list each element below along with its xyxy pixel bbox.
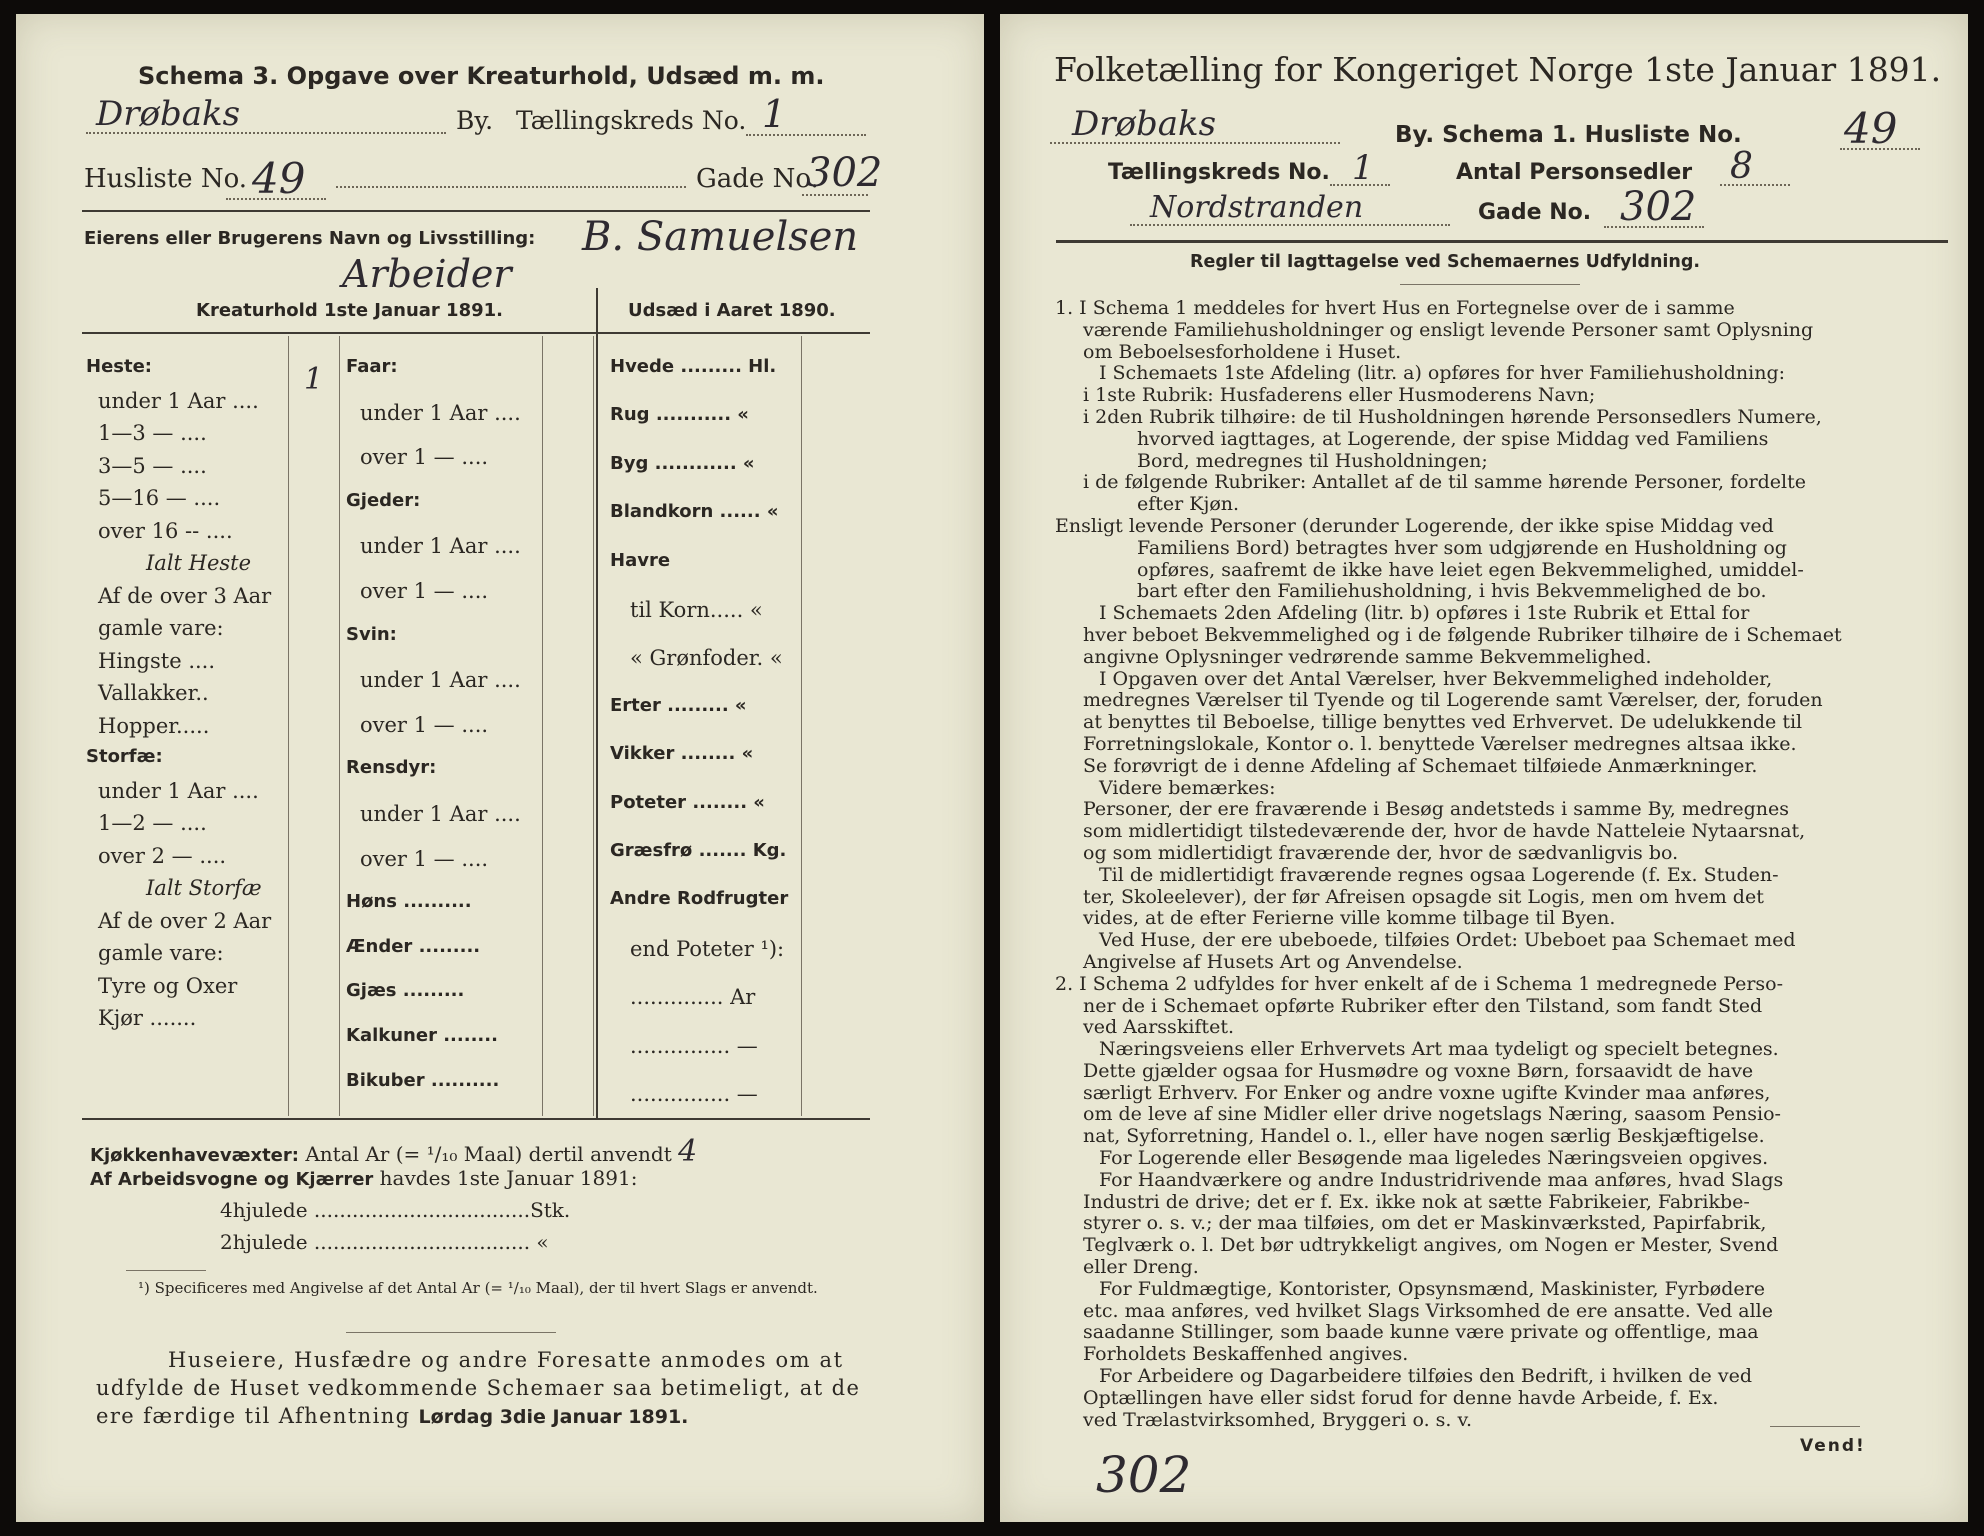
rules-line: at benyttes til Beboelse, tillige benyttes ved Erhvervet. De udelukkende til [1083,711,1803,734]
kjokken-label: Kjøkkenhavevæxter: [90,1145,299,1166]
rules-line: Angivelse af Husets Art og Anvendelse. [1083,950,1463,973]
owner-occupation: Arbeider [342,252,512,296]
rules-line: ved Trælastvirksomhed, Bryggeri o. s. v. [1083,1408,1472,1431]
street-line [1130,224,1450,226]
table-row-label: Tyre og Oxer [98,973,238,998]
table-row-label: Svin: [346,623,397,645]
notice-line-3 [96,1404,688,1428]
rules-line: For Logerende eller Besøgende maa ligeledes Næringsveien opgives. [1099,1147,1769,1170]
table-row-label: gamle vare: [98,616,224,640]
personsedler-value: 8 [1730,146,1753,187]
table-row-label: Ialt Heste [146,551,252,575]
city-line [86,132,446,134]
personsedler-line [1720,184,1790,186]
city-handwritten: Drøbaks [96,94,241,134]
table-row-label: Høns .......... [346,891,472,913]
husliste-label: Husliste No. [84,164,248,194]
table-row-label: Poteter ........ « [610,791,765,813]
kjokken-value: 4 [678,1134,698,1169]
table-row-label: under 1 Aar .... [360,668,521,693]
rules-line: For Haandværkere og andre Industridrivende maa anføres, hvad Slags [1099,1168,1784,1191]
table-row-label: Andre Rodfrugter [610,888,789,910]
vogne-label: Af Arbeidsvogne og Kjærrer [90,1169,374,1190]
kreds-label-right: Tællingskreds No. [1108,160,1330,185]
vogne-line [90,1166,637,1190]
rules-line: Ensligt levende Personer (derunder Logerende, der ikke spise Middag ved [1055,514,1774,537]
gade-value: 302 [806,150,883,196]
rules-line: Forholdets Beskaffenhed angives. [1083,1343,1409,1366]
rules-line: styrer o. s. v.; der maa tilføies, om det er Maskinværksted, Papirfabrik, [1083,1212,1767,1235]
kreds-value-right: 1 [1352,148,1374,188]
rules-line: Personer, der ere fraværende i Besøg andetsteds i samme By, medregnes [1083,798,1789,821]
gade-label: Gade No. [696,164,819,194]
rules-line: Til de midlertidigt fraværende regnes ogsaa Logerende (f. Ex. Studen- [1099,863,1779,886]
table-row-label: 1—2 — .... [98,811,207,835]
by-label: By. [456,106,494,135]
table-row-label: Kalkuner ........ [346,1025,498,1046]
schema3-title: Schema 3. Opgave over Kreaturhold, Udsæd m. m. [138,62,825,90]
table-row-label: Græsfrø ....... Kg. [610,840,787,861]
gade-value-right: 302 [1620,184,1697,230]
table-row-label: over 1 — .... [360,445,489,470]
gade-line [802,194,868,196]
rules-line: Bord, medregnes til Husholdningen; [1137,449,1488,472]
vend-label: Vend! [1800,1436,1866,1456]
udsaed-header: Udsæd i Aaret 1890. [628,300,836,321]
col3-entry-rule [801,336,802,1116]
notice-rule [346,1332,556,1333]
table-row-label: Hvede ......... Hl. [610,356,777,377]
right-header-rule [1056,240,1948,243]
rules-line: Teglværk o. l. Det bør udtrykkeligt angives, om Nogen er Mester, Svend [1083,1234,1779,1257]
rules-line: opføres, saafremt de ikke have leiet egen Bekvemmelighed, umiddel- [1137,558,1804,581]
rules-line: om Beboelsesforholdene i Huset. [1083,340,1402,363]
rules-line: særligt Erhverv. For Enker og andre voxne ugifte Kvinder maa anføres, [1083,1081,1771,1104]
rules-line: Videre bemærkes: [1099,776,1276,799]
rules-line: nat, Syforretning, Handel o. l., eller have nogen særlig Beskjæftigelse. [1083,1125,1765,1148]
footnote: ¹) Specificeres med Angivelse af det Antal Ar (= ¹/₁₀ Maal), der til hvert Slags er anvendt. [138,1279,818,1297]
rules-line: eller Dreng. [1083,1256,1199,1279]
table-row-label: Ialt Storfæ [146,876,262,900]
table-row-label: Af de over 2 Aar [98,908,272,933]
table-row-label: over 1 — .... [360,579,489,603]
rules-title: Regler til Iagttagelse ved Schemaernes Udfyldning. [1190,252,1701,272]
husliste-value-right: 49 [1844,104,1898,153]
rules-line: og som midlertidigt fraværende der, hvor de sædvanligvis bo. [1083,841,1679,864]
census-title: Folketælling for Kongeriget Norge 1ste Januar 1891. [1054,50,1942,89]
rules-line: Ved Huse, der ere ubeboede, tilføies Ordet: Ubeboet paa Schemaet med [1099,929,1796,952]
footnote-rule [126,1270,206,1271]
table-row-label: over 2 — .... [98,843,227,868]
personsedler-label: Antal Personsedler [1456,160,1693,185]
kreds-line-right [1330,184,1390,186]
table-row-label: Bikuber .......... [346,1069,500,1091]
rules-line: saadanne Stillinger, som baade kunne være private og offentlige, maa [1083,1321,1759,1344]
rules-line: hvorved iagttages, at Logerende, der spise Middag ved Familiens [1137,427,1769,450]
table-row-label: Byg ............ « [610,452,755,474]
table-row-label: Gjæs ......... [346,980,465,1002]
table-row-label: Hopper..... [98,713,210,738]
husliste-line-right [1840,148,1920,150]
rules-line: I Opgaven over det Antal Værelser, hver Bekvemmelighed indeholder, [1099,667,1773,690]
rules-line: Industri de drive; det er f. Ex. ikke nok at sætte Fabrikeier, Fabrikbe- [1083,1190,1750,1213]
rules-line: I Schemaets 1ste Afdeling (litr. a) opføres for hver Familiehusholdning: [1099,362,1786,385]
rules-line: i 2den Rubrik tilhøire: de til Husholdningen hørende Personsedlers Numere, [1083,405,1822,428]
col2-entry-rule-a [542,336,543,1116]
table-row-label: Rensdyr: [346,757,437,779]
table-row-label: Gjeder: [346,489,421,511]
notice-date: Lørdag 3die Januar 1891. [418,1406,689,1428]
table-row-label: Havre [610,549,671,571]
hjulede2-line: 2hjulede .................................. « [220,1230,549,1254]
bottom-handwritten-number: 302 [1096,1446,1192,1504]
rules-line: som midlertidigt tilstedeværende der, hvor de havde Natteleie Nytaarsnat, [1083,820,1806,843]
table-row-label: Af de over 3 Aar [98,583,272,608]
notice-line-3-text: ere færdige til Afhentning [96,1404,411,1428]
kreds-label: Tællingskreds No. [516,106,747,135]
header-rule [82,210,870,212]
table-row-label: Kjør ....... [98,1006,197,1030]
rules-line: Familiens Bord) betragtes hver som udgjørende en Husholdning og [1137,536,1787,559]
table-divider [596,288,598,1118]
vend-rule [1770,1426,1860,1427]
left-page-schema-3 [16,14,984,1522]
table-row-label: 1—3 — .... [98,421,207,445]
city-line-right [1050,142,1340,144]
table-row-label: Ænder ......... [346,935,481,957]
rules-line: 1. I Schema 1 meddeles for hvert Hus en Fortegnelse over de i samme [1055,297,1735,319]
rules-text [1055,298,1945,1431]
table-bottom-rule [82,1118,870,1120]
schema1-husliste-label: By. Schema 1. Husliste No. [1395,122,1742,148]
rules-line: i 1ste Rubrik: Husfaderens eller Husmoderens Navn; [1083,384,1596,407]
col2-entry-rule-b [593,336,594,1116]
gade-line-right [1604,226,1704,228]
rules-line: i de følgende Rubriker: Antallet af de til samme hørende Personer, fordelte [1083,471,1807,494]
table-row-label: Heste: [86,356,152,377]
table-row-label: under 1 Aar .... [98,388,259,413]
table-row-label: 5—16 — .... [98,486,221,510]
table-row-label: Vikker ........ « [610,743,754,765]
kreaturhold-header: Kreaturhold 1ste Januar 1891. [196,300,503,321]
table-row-label: under 1 Aar .... [360,534,521,559]
table-row-label: under 1 Aar .... [360,400,521,425]
rules-line: Dette gjælder ogsaa for Husmødre og voxne Børn, forsaavidt de have [1083,1059,1754,1082]
table-row-label: over 16 -- .... [98,518,233,543]
table-row-label: Hingste .... [98,648,216,673]
col1-entry-rule-b [339,336,340,1116]
rules-line: Se forøvrigt de i denne Afdeling af Schemaet tilføiede Anmærkninger. [1083,754,1758,777]
table-row-label: Rug ........... « [610,404,749,426]
rules-line: medregnes Værelser til Tyende og til Logerende samt Værelser, der, foruden [1083,689,1823,712]
rules-line: For Arbeidere og Dagarbeidere tilføies den Bedrift, i hvilken de ved [1099,1365,1752,1388]
rules-line: bart efter den Familiehusholdning, i hvis Bekvemmelighed de bo. [1137,580,1767,603]
kreds-value: 1 [762,92,787,136]
table-row-label: ............... — [630,1033,758,1058]
rules-line: efter Kjøn. [1137,493,1240,516]
rules-line: angivne Oplysninger vedrørende samme Bekvemmelighed. [1083,645,1652,668]
table-row-label: gamle vare: [98,941,224,965]
table-row-label: Erter ......... « [610,694,747,716]
owner-label: Eierens eller Brugerens Navn og Livsstilling: [84,228,536,249]
kjokken-text: Antal Ar (= ¹/₁₀ Maal) dertil anvendt [305,1142,672,1166]
rules-line: etc. maa anføres, ved hvilket Slags Virksomhed de ere ansatte. Ved alle [1083,1299,1774,1322]
table-row-label: over 1 — .... [360,846,489,871]
city-handwritten-right: Drøbaks [1072,104,1217,144]
table-row-label: .............. Ar [630,985,756,1010]
husliste-value: 49 [252,154,306,203]
heste-handwritten-mark: 1 [304,362,324,397]
rules-line: hver beboet Bekvemmelighed og i de følgende Rubriker tilhøire de i Schemaet [1083,623,1842,646]
rules-line: For Fuldmægtige, Kontorister, Opsynsmænd, Maskinister, Fyrbødere [1099,1277,1765,1300]
table-row-label: « Grønfoder. « [630,646,783,671]
notice-line-1: Huseiere, Husfædre og andre Foresatte anmodes om at [168,1348,844,1372]
rules-line: Forretningslokale, Kontor o. l. benyttede Værelser medregnes altsaa ikke. [1083,732,1797,755]
table-row-label: 3—5 — .... [98,453,207,478]
husliste-blank-line [336,186,686,188]
rules-line: I Schemaets 2den Afdeling (litr. b) opføres i 1ste Rubrik et Ettal for [1099,602,1750,625]
table-row-label: under 1 Aar .... [360,802,521,826]
rules-line: ner de i Schemaet opførte Rubriker efter den Tilstand, som fandt Sted [1083,994,1763,1017]
table-row-label: end Poteter ¹): [630,936,785,961]
rules-line: Næringsveiens eller Erhvervets Art maa tydeligt og specielt betegnes. [1099,1038,1779,1061]
table-row-label: Blandkorn ...... « [610,501,779,523]
gade-label-right: Gade No. [1478,200,1592,225]
table-row-label: Vallakker.. [98,681,209,705]
vogne-text: havdes 1ste Januar 1891: [379,1166,638,1190]
table-row-label: til Korn..... « [630,598,763,622]
rules-line: Optællingen have eller sidst forud for denne havde Arbeide, f. Ex. [1083,1386,1719,1409]
rules-line: 2. I Schema 2 udfyldes for hver enkelt af de i Schema 1 medregnede Perso- [1055,972,1784,995]
street-handwritten: Nordstranden [1150,190,1364,225]
owner-name: B. Samuelsen [582,214,859,260]
table-top-rule [82,332,870,334]
notice-line-2: udfylde de Huset vedkommende Schemaer saa betimeligt, at de [96,1376,861,1400]
rules-line: vides, at de efter Ferierne ville komme tilbage til Byen. [1083,907,1616,930]
husliste-line [226,198,326,200]
rules-line: om de leve af sine Midler eller drive nogetslags Næring, saasom Pensio- [1083,1103,1781,1126]
table-row-label: Storfæ: [86,746,163,767]
rules-line: værende Familiehusholdninger og ensligt levende Personer samt Oplysning [1083,318,1814,341]
table-row-label: under 1 Aar .... [98,778,259,803]
right-page-schema-1 [1000,14,1968,1522]
table-row-label: over 1 — .... [360,712,489,737]
rules-line: ter, Skoleelever), der før Afreisen opsagde sit Logis, men om hvem det [1083,885,1764,908]
table-row-label: Faar: [346,356,398,377]
kreds-line [746,134,866,136]
rules-line: ved Aarsskiftet. [1083,1016,1234,1039]
rules-title-rule [1400,284,1580,285]
col1-entry-rule-a [288,336,289,1116]
table-row-label: ............... — [630,1082,758,1106]
kjokken-line [90,1134,697,1169]
hjulede4-line: 4hjulede ..................................Stk. [220,1198,571,1222]
